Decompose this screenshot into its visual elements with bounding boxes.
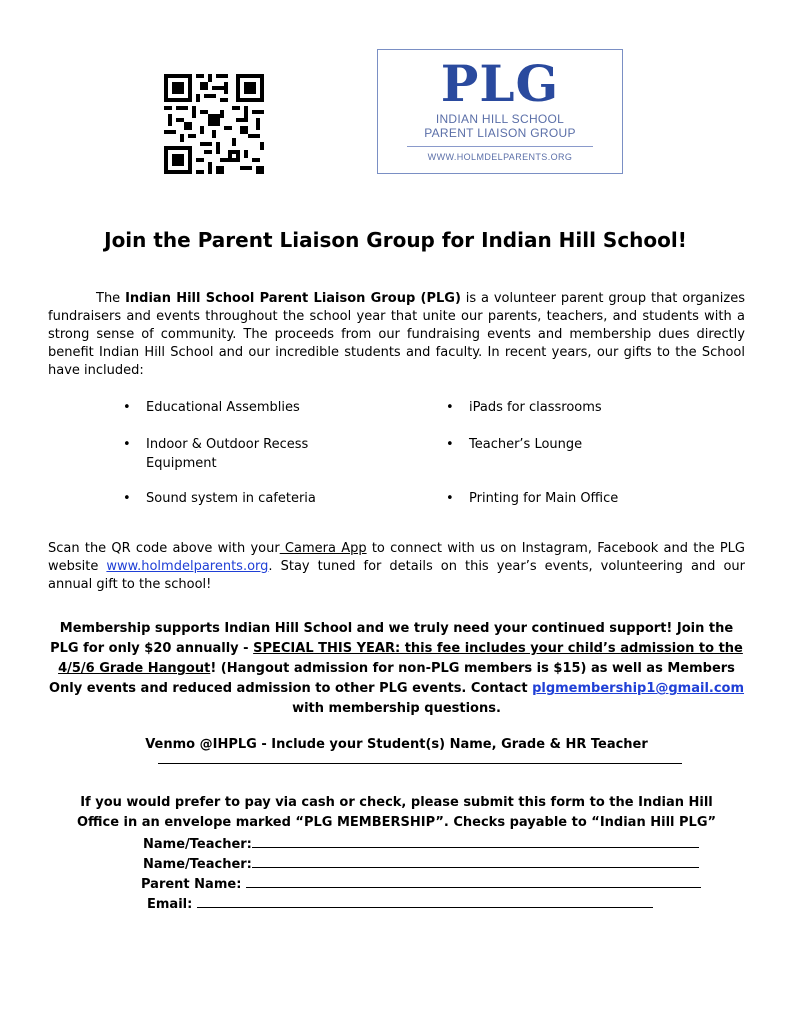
gift-item: • Educational Assemblies: [146, 398, 336, 417]
venmo-instructions: Venmo @IHPLG - Include your Student(s) Name, Grade & HR Teacher: [145, 737, 648, 752]
logo-mark: PLG: [440, 54, 560, 113]
name-teacher-label: Name/Teacher:: [143, 837, 252, 852]
gift-item: • Sound system in cafeteria: [146, 489, 336, 508]
gift-item: • iPads for classrooms: [469, 398, 659, 417]
scan-text-2: to connect with us on Instagram, Facebook and the PLG website: [48, 541, 745, 574]
name-teacher-field-2[interactable]: [143, 853, 699, 875]
membership-paragraph: [48, 619, 745, 719]
qr-code: [161, 74, 267, 174]
membership-text-2: ! (Hangout admission for non-PLG members is $15) as well as Members Only events and reduced admission to other PLG events. Contact: [48, 661, 735, 696]
cash-instructions: [48, 793, 745, 833]
scan-text-3: . Stay tuned for details on this year’s events, volunteering and our annual gift to the school!: [48, 559, 745, 592]
intro-org-name: Indian Hill School Parent Liaison Group (PLG): [125, 291, 461, 306]
name-teacher-blank[interactable]: [252, 833, 699, 848]
scan-text-1: Scan the QR code above with your: [48, 541, 280, 556]
parent-name-blank[interactable]: [246, 873, 701, 888]
name-teacher-blank[interactable]: [252, 853, 699, 868]
logo-group-name: PARENT LIAISON GROUP: [424, 126, 576, 140]
plg-logo: [377, 49, 623, 174]
logo-school-name: INDIAN HILL SCHOOL: [435, 112, 565, 126]
parent-name-field[interactable]: [141, 873, 701, 895]
logo-url: WWW.HOLMDELPARENTS.ORG: [407, 146, 593, 162]
gift-item: • Indoor & Outdoor Recess Equipment: [146, 435, 336, 473]
cash-line-1: If you would prefer to pay via cash or check, please submit this form to the Indian Hill: [80, 795, 713, 810]
intro-body: is a volunteer parent group that organizes fundraisers and events throughout the school year that unite our parents, teachers, and students with a strong sense of community. The proceeds from our fundraising events and membership dues directly benefit Indian Hill School and our incredible students and faculty. In recent years, our gifts to the School have included:: [48, 291, 746, 378]
membership-text-1: Membership supports Indian Hill School and we truly need your continued support! Join the PLG for only $20 annually -: [50, 621, 734, 656]
membership-email-link[interactable]: plgmembership1@gmail.com: [532, 681, 745, 696]
scan-paragraph: [48, 540, 745, 594]
membership-text-3: with membership questions.: [292, 701, 501, 716]
parent-name-label: Parent Name:: [141, 877, 246, 892]
name-teacher-field-1[interactable]: [143, 833, 699, 855]
special-offer-text: SPECIAL THIS YEAR: this fee includes your child’s admission to the 4/5/6 Grade Hangout: [58, 641, 743, 676]
website-link[interactable]: www.holmdelparents.org: [106, 559, 269, 574]
name-teacher-label: Name/Teacher:: [143, 857, 252, 872]
email-label: Email:: [147, 897, 197, 912]
email-field[interactable]: [147, 893, 653, 915]
email-blank[interactable]: [197, 893, 653, 908]
page-title: Join the Parent Liaison Group for Indian Hill School!: [104, 228, 687, 252]
venmo-divider: [158, 763, 682, 764]
gift-item: • Printing for Main Office: [469, 489, 659, 508]
cash-line-2: Office in an envelope marked “PLG MEMBERSHIP”. Checks payable to “Indian Hill PLG”: [76, 815, 717, 830]
intro-paragraph: [48, 290, 745, 380]
intro-lead: The: [96, 291, 126, 306]
camera-app-text: Camera App: [279, 541, 367, 556]
gift-item: • Teacher’s Lounge: [469, 435, 659, 454]
